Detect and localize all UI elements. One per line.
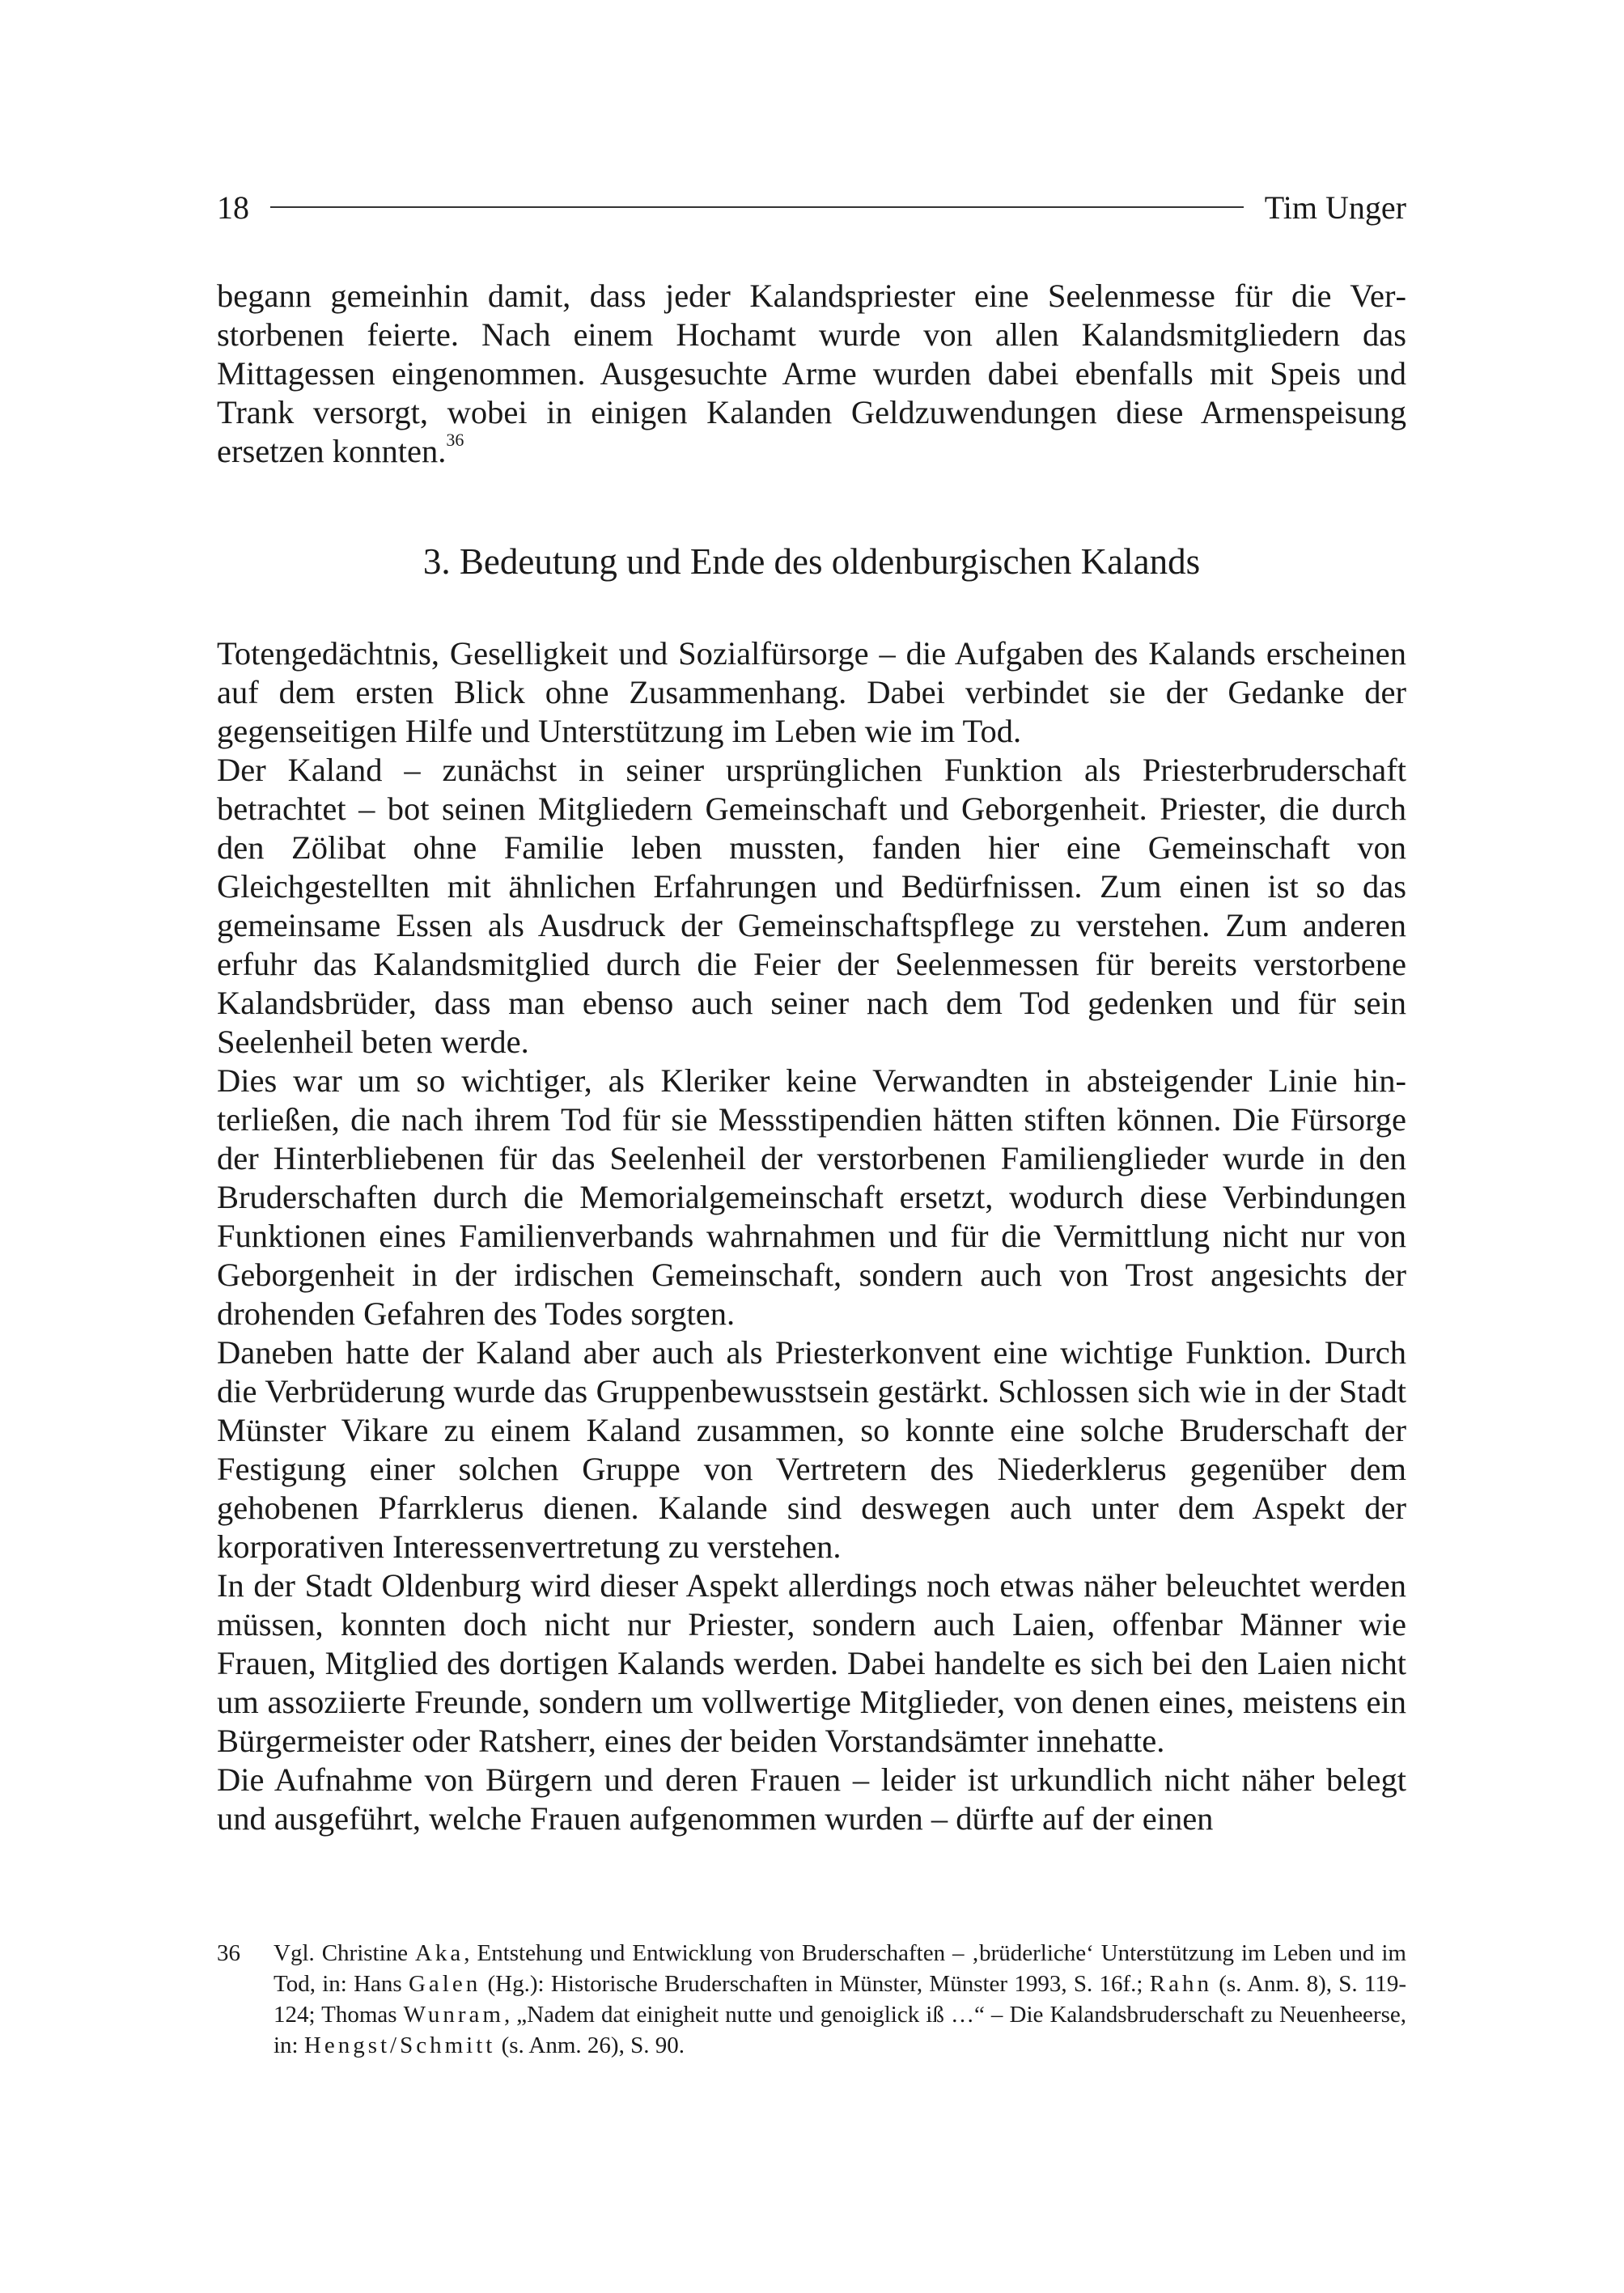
footnotes: [217, 1938, 1406, 2061]
footnote-number: 36: [217, 1940, 240, 1966]
section-heading: 3. Bedeutung und Ende des oldenburgischen Kalands: [422, 541, 1201, 582]
paragraph: Die Aufnahme von Bürgern und deren Frauen – leider ist urkundlich nicht näher belegt und ausgeführt, welche Frauen aufgenommen wurden – dürfte auf der einen: [217, 1761, 1406, 1837]
paragraph: Der Kaland – zunächst in seiner ursprünglichen Funktion als Priesterbruderschaft betrachtet – bot seinen Mitgliedern Gemeinschaft und Geborgenheit. Priester, die durch den Zölibat ohne Familie leben mussten, fanden hier eine Gemeinschaft von Gleichgestellten mit ähnlichen Erfahrungen und Bedürfnissen. Zum einen ist so das gemeinsame Essen als Ausdruck der Gemeinschaftspflege zu verstehen. Zum anderen erfuhr das Kalandsmitglied durch die Feier der Seelenmessen für bereits verstorbene Kalandsbrüder, dass man ebenso auch seiner nach dem Tod gedenken und für sein Seelenheil beten werde.: [217, 752, 1406, 1060]
author-name: Hengst/Schmitt: [303, 2032, 496, 2058]
footnote-ref[interactable]: 36: [446, 430, 464, 450]
paragraph-text: begann gemeinhin damit, dass jeder Kalandspriester eine Seelenmesse für die Verstorbenen feierte. Nach einem Hochamt wurde von allen Kalandsmitgliedern das Mittagessen eingenommen. Ausgesuchte Arme wurden dabei ebenfalls mit Speis und Trank versorgt, wobei in einigen Kalanden Geldzuwendungen diese Armenspeisung ersetzen konnten.: [217, 278, 1406, 469]
footnote-segment: Vgl. Christine: [273, 1940, 415, 1966]
page-number: 18: [217, 189, 249, 226]
paragraph: Dies war um so wichtiger, als Kleriker keine Verwandten in absteigender Linie hinterließen, die nach ihrem Tod für sie Messstipendien hätten stiften können. Die Fürsorge der Hinterbliebenen für das Seelenheil der verstorbenen Familienglieder wurde in den Bruderschaften durch die Memorialgemeinschaft ersetzt, wodurch diese Verbindungen Funktionen eines Familienverbands wahrnahmen und für die Vermittlung nicht nur von Geborgenheit in der irdischen Gemeinschaft, sondern auch von Trost angesichts der drohenden Gefahren des Todes sorgten.: [217, 1062, 1406, 1332]
page: [217, 0, 1406, 2293]
footnote-segment: (s. Anm. 26), S. 90.: [495, 2032, 685, 2058]
footnote-segment: , Entstehung und Entwicklung von Bruderschaften – ‚brüderliche‘ Unterstützung im Leben und im Tod, in: Hans: [273, 1940, 1406, 1997]
footnote-segment: (s. Anm. 8), S. 119-124; Thomas: [273, 1971, 1406, 2028]
paragraph: In der Stadt Oldenburg wird dieser Aspekt allerdings noch etwas näher beleuchtet werden müssen, konnten doch nicht nur Priester, sondern auch Laien, offenbar Männer wie Frauen, Mitglied des dortigen Kalands werden. Dabei handelte es sich bei den Laien nicht um assoziierte Freunde, sondern um vollwertige Mitglieder, von denen eines, meistens ein Bürgermeister oder Ratsherr, eines der beiden Vorstandsämter innehatte.: [217, 1567, 1406, 1759]
author-name: Aka: [414, 1940, 464, 1966]
footnote-segment: (Hg.): Historische Bruderschaften in Münster, Münster 1993, S. 16f.;: [481, 1971, 1150, 1997]
paragraph-continuation: [217, 277, 1406, 471]
running-head-author: Tim Unger: [1264, 189, 1406, 226]
main-text: [217, 277, 1406, 1838]
footnote-segment: , „Nadem dat einigheit nutte und genoiglick iß …“ – Die Kalandsbruderschaft zu Neuenheerse, in:: [273, 2002, 1406, 2058]
paragraph: Totengedächtnis, Geselligkeit und Sozialfürsorge – die Aufgaben des Kalands erscheinen auf dem ersten Blick ohne Zusammenhang. Dabei verbindet sie der Gedanke der gegenseitigen Hilfe und Unterstützung im Leben wie im Tod.: [217, 635, 1406, 749]
author-name: Wunram: [403, 2002, 504, 2028]
author-name: Rahn: [1149, 1971, 1212, 1997]
running-head: [217, 183, 1406, 231]
author-name: Galen: [408, 1971, 481, 1997]
paragraph: Daneben hatte der Kaland aber auch als Priesterkonvent eine wichtige Funktion. Durch die Verbrüderung wurde das Gruppenbewusstsein gestärkt. Schlossen sich wie in der Stadt Münster Vikare zu einem Kaland zusammen, so konnte eine solche Bruderschaft der Festigung einer solchen Gruppe von Vertretern des Niederklerus gegenüber dem gehobenen Pfarrklerus dienen. Kalande sind deswegen auch unter dem Aspekt der korporativen Interessenvertretung zu verstehen.: [217, 1334, 1406, 1565]
footnote-text: [273, 1938, 1406, 2061]
footnote: [217, 1938, 1406, 2061]
header-rule: [270, 206, 1244, 208]
